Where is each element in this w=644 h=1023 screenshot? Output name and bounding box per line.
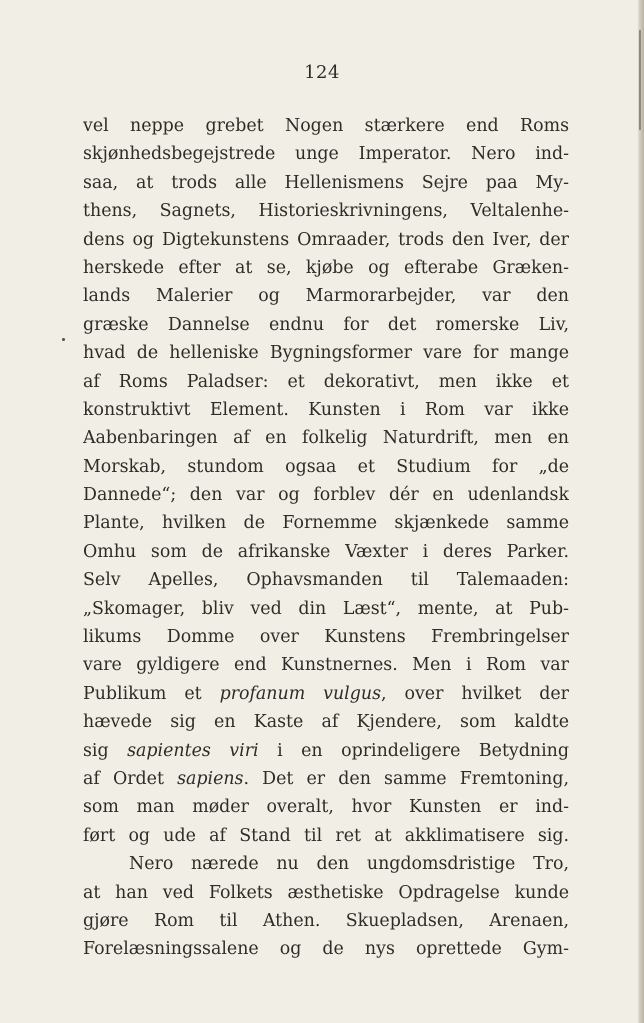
italic-phrase: profanum vulgus xyxy=(219,683,381,704)
text-line: Aabenbaringen af en folkelig Naturdrift, men en xyxy=(83,428,569,449)
text-line xyxy=(83,765,569,793)
text-line: lands Malerier og Marmorarbejder, var den xyxy=(83,286,569,307)
text-fragment: i en oprindeligere Betydning xyxy=(258,740,569,761)
text-line: „Skomager, bliv ved din Læst“, mente, at Pub- xyxy=(83,598,569,619)
text-line: hævede sig en Kaste af Kjendere, som kaldte xyxy=(83,712,569,733)
italic-phrase: sapientes viri xyxy=(127,740,259,761)
text-fragment: sig xyxy=(83,740,128,761)
text-line: Morskab, stundom ogsaa et Studium for „de xyxy=(83,456,569,477)
text-line: at han ved Folkets æsthetiske Opdragelse kunde xyxy=(83,882,569,903)
paragraph-start-line: Nero nærede nu den ungdomsdristige Tro, xyxy=(129,854,569,875)
text-line: Dannede“; den var og forblev dér en udenlandsk xyxy=(83,485,569,506)
body-text xyxy=(83,112,569,964)
text-fragment: , over hvilket der xyxy=(381,683,569,704)
text-fragment: . Det er den samme Fremtoning, xyxy=(243,768,569,789)
text-line: som man møder overalt, hvor Kunsten er ind- xyxy=(83,797,569,818)
text-line: gjøre Rom til Athen. Skuepladsen, Arenaen, xyxy=(83,910,569,931)
text-line: Omhu som de afrikanske Væxter i deres Parker. xyxy=(83,541,569,562)
text-line: vare gyldigere end Kunstnernes. Men i Rom var xyxy=(83,655,569,676)
text-line: herskede efter at se, kjøbe og efterabe Græken- xyxy=(83,257,569,278)
text-line: saa, at trods alle Hellenismens Sejre paa My- xyxy=(83,172,569,193)
text-fragment: Publikum et xyxy=(83,683,220,704)
text-line: thens, Sagnets, Historieskrivningens, Veltalenhe- xyxy=(83,201,569,222)
page-edge xyxy=(638,0,644,1023)
text-line: af Roms Paladser: et dekorativt, men ikke et xyxy=(83,371,569,392)
italic-phrase: sapiens xyxy=(177,768,244,789)
text-line: græske Dannelse endnu for det romerske Liv, xyxy=(83,314,569,335)
text-line: vel neppe grebet Nogen stærkere end Roms xyxy=(83,116,569,136)
text-line: skjønhedsbegejstrede unge Imperator. Nero ind- xyxy=(83,144,569,165)
text-line: Selv Apelles, Ophavsmanden til Talemaaden: xyxy=(83,570,569,591)
page-number: 124 xyxy=(304,62,340,83)
text-line: dens og Digtekunstens Omraader, trods den Iver, der xyxy=(83,229,569,250)
text-line: ført og ude af Stand til ret at akklimatisere sig. xyxy=(83,825,569,846)
text-line: hvad de helleniske Bygningsformer vare for mange xyxy=(83,343,569,364)
text-line: Forelæsningssalene og de nys oprettede Gym- xyxy=(83,939,569,960)
margin-mark xyxy=(62,338,65,341)
text-line: Plante, hvilken de Fornemme skjænkede samme xyxy=(83,513,569,534)
text-fragment: af Ordet xyxy=(83,768,178,789)
text-line xyxy=(83,680,569,708)
text-line xyxy=(83,737,569,765)
text-line: likums Domme over Kunstens Frembringelser xyxy=(83,627,569,648)
text-line: konstruktivt Element. Kunsten i Rom var ikke xyxy=(83,399,569,420)
